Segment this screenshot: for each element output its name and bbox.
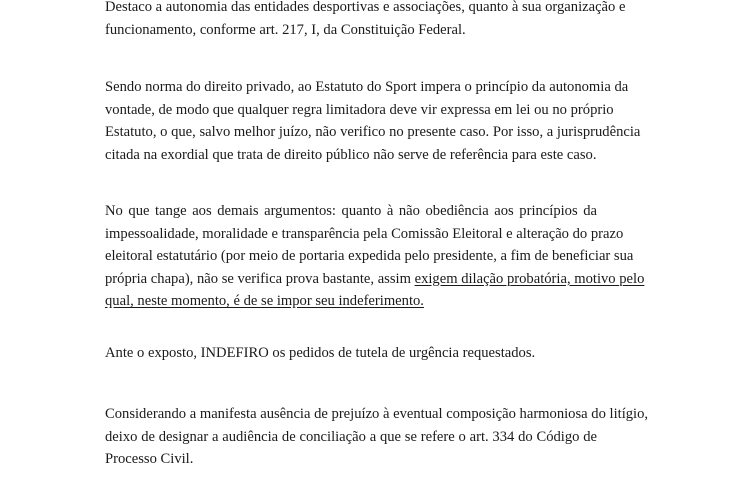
text-line: Destaco a autonomia das entidades desportivas e associações, quanto à sua organização e [105,0,626,15]
text-line: vontade, de modo que qualquer regra limitadora deve vir expressa em lei ou no próprio [105,101,614,118]
text-line: eleitoral estatutário (por meio de portaria expedida pelo presidente, a fim de beneficiar sua [105,248,634,264]
paragraph-demais-argumentos [105,200,645,313]
text-line-mixed [105,290,597,313]
text-line: impessoalidade, moralidade e transparência pela Comissão Eleitoral e alteração do prazo [105,225,624,242]
text-line: Considerando a manifesta ausência de prejuízo à eventual composição harmoniosa do litígio, [105,406,649,422]
paragraph-conciliacao [105,403,649,471]
text-line: Estatuto, o que, salvo melhor juízo, não verifico no presente caso. Por isso, a jurisprudência [105,124,641,140]
text-line: citada na exordial que trata de direito público não serve de referência para este caso. [105,146,597,163]
text-underlined: qual, neste momento, é de se impor seu indeferimento. [105,293,424,309]
text-line: Processo Civil. [105,451,194,467]
paragraph-direito-privado [105,76,641,166]
text-underlined: exigem dilação probatória, motivo pelo [414,270,645,287]
text-line: Sendo norma do direito privado, ao Estatuto do Sport impera o princípio da autonomia da [105,79,629,95]
paragraph-indefiro [105,342,597,365]
text-line: No que tange aos demais argumentos: quanto à não obediência aos princípios da [105,203,597,219]
text-line: Ante o exposto, INDEFIRO os pedidos de tutela de urgência requestados. [105,345,536,361]
text-line: funcionamento, conforme art. 217, I, da Constituição Federal. [105,21,466,38]
paragraph-autonomia [105,0,626,41]
text-line-mixed [105,268,645,291]
text-plain: própria chapa), não se verifica prova bastante, assim [105,270,415,287]
text-line: deixo de designar a audiência de conciliação a que se refere o art. 334 do Código de [105,428,597,445]
